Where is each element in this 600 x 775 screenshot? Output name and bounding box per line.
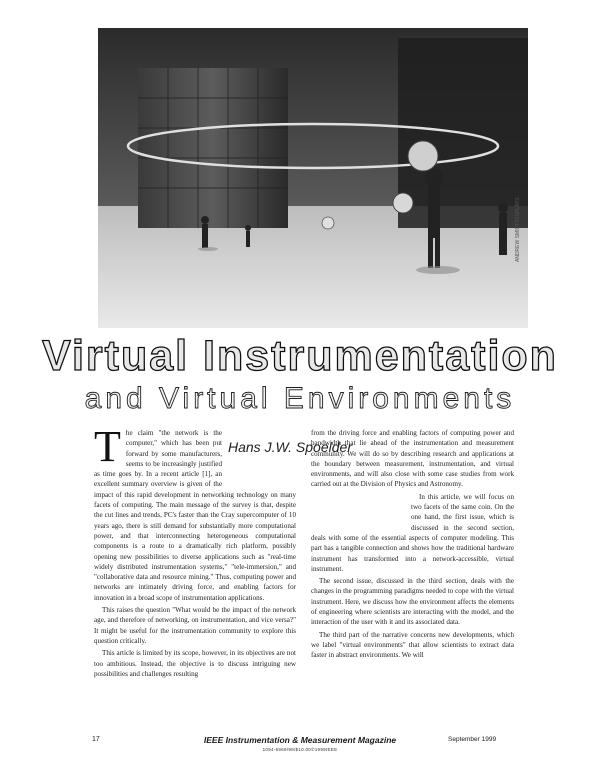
paragraph: The third part of the narrative concerns new developments, which we label "virtual environments" that allow scientists to extract data faster in abstract environments. We will [311, 630, 514, 660]
photo-credit: ANDREW SMIDT/DISPLAYS [515, 197, 521, 262]
body-column-right [311, 428, 514, 663]
paragraph: from the driving force and enabling factors of computing power and bandwidth that lie ahead of the instrumentation and measurement community. We will do so by describing research and applications at the boundary between measurement, instrumentation, and virtual environments, and will also close with some case studies from work carried out at the Division of Physics and Astronomy. [311, 429, 514, 489]
paragraph [311, 492, 514, 574]
paragraph: This raises the question "What would be the impact of the network age, and therefore of networking, on instrumentation, and vice versa?" It might be useful for the instrumentation community to explore this question critically. [94, 606, 296, 645]
article-subtitle: and Virtual Environments [84, 382, 516, 415]
article-title: Virtual Instrumentation [42, 332, 558, 380]
paragraph-text: In this article, we will focus on two facets of the same coin. On the one hand, the first issue, which is discussed in the second section, deals with some of the essential aspects of computer modeling. This part has a tangible connection and shows how the traditional hardware instrument has transformed into a network-accessible, virtual instrument. [311, 492, 514, 573]
page-number: 17 [92, 736, 100, 743]
paragraph [94, 422, 352, 603]
author-byline: Hans J.W. Spoelder [228, 439, 352, 455]
magazine-name: IEEE Instrumentation & Measurement Magazine [203, 735, 397, 745]
issue-date: September 1999 [448, 736, 497, 743]
byline-overlap-space [311, 492, 407, 528]
paragraph-text: he claim "the network is the computer," which has been put forward by some manufacturers, seems to be increasingly justified as time goes by. In a recent article [1], an excellent summary overview is given of the impact of this rapid development in networking technology on many facets of computing. The main message of the survey is that, despite the cut lines and trends, PC's faster than the Cray supercomputer of 10 years ago, there is still demand for substantially more computational power, and that interconnecting heterogeneous computational components is a route to a dramatically rich platform, possibly opening new possibilities to diverse applications such as "real-time widely distributed instrumentation systems," "tele-immersion," and "collaborative data and resource mining." Thus, computing power and networks are intimately driving force, and enabling factors for innovation in a broad scope of instrumentation applications. [94, 429, 296, 602]
drop-cap: T [94, 422, 121, 471]
paragraph: The second issue, discussed in the third section, deals with the changes in the programming paradigms needed to cope with the virtual instrument. Here, we discuss how the environment affects the elements of engineering where scientists are interacting with the model, and the interaction of the user with it and its associated data. [311, 577, 514, 627]
paragraph: This article is limited by its scope, however, in its objectives are not too ambitious. Instead, the objective is to discuss intriguing new possibilities and challenges resulting [94, 649, 296, 678]
body-column-left [94, 422, 352, 681]
page-footer [0, 730, 600, 760]
issn-line: 1094-6969/99/$10.00©1999IEEE [262, 747, 338, 752]
header-photograph [98, 28, 528, 328]
